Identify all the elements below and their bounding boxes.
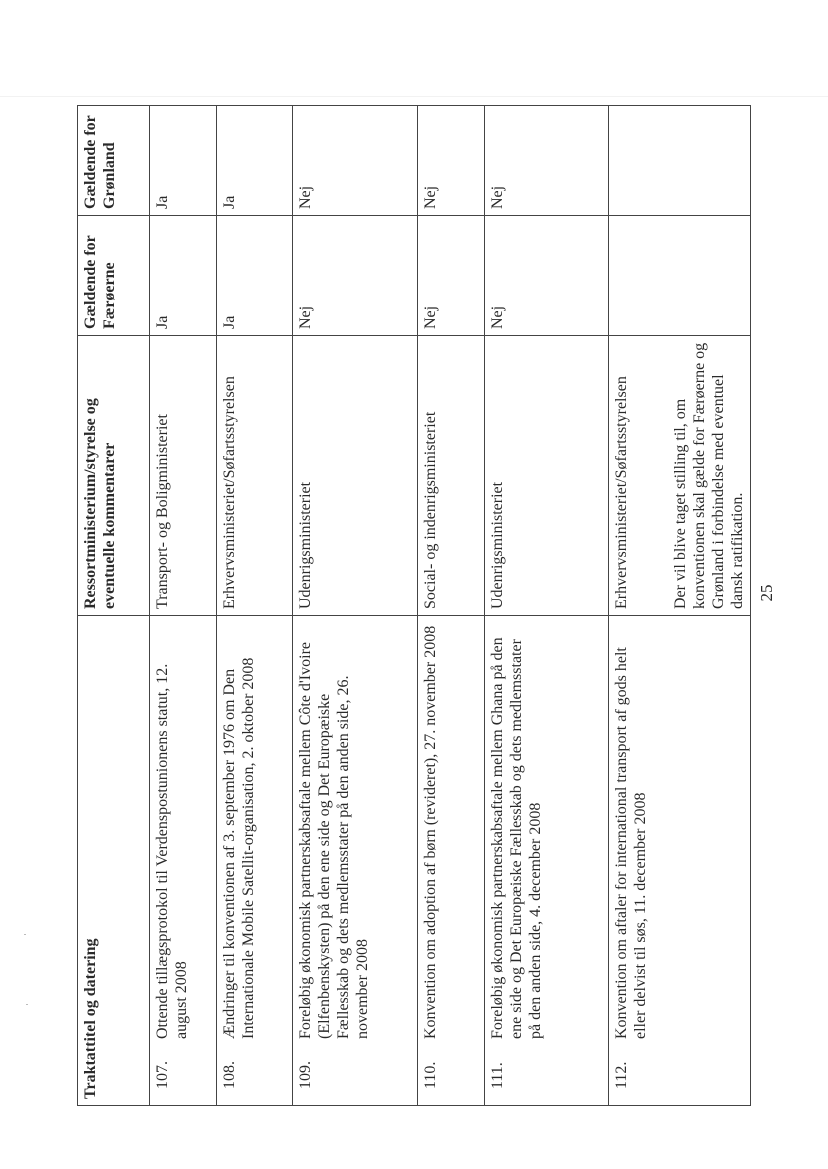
table-row xyxy=(150,106,217,1106)
faroe-cell: Nej xyxy=(293,216,418,336)
ministry-name: Erhvervsministeriet/Søfartsstyrelsen xyxy=(221,376,238,609)
treaty-title: Ottende tillægsprotokol til Verdenspostunionens statut, 12. august 2008 xyxy=(154,663,190,1039)
scan-artifact-line xyxy=(0,96,828,97)
treaty-title: Foreløbig økonomisk partnerskabsaftale mellem Côte d'Ivoire (Elfenbenskysten) på den ene side og Det Europæiske Fællesskab og dets medlemsstater på den anden side, 26. november 2008 xyxy=(297,641,371,1039)
greenland-cell: Nej xyxy=(418,106,485,216)
greenland-cell: Ja xyxy=(217,106,293,216)
treaty-cell xyxy=(485,616,609,1106)
ministry-cell xyxy=(418,336,485,616)
table-row xyxy=(293,106,418,1106)
header-greenland: Gældende for Grønland xyxy=(78,106,150,216)
treaty-cell xyxy=(217,616,293,1106)
greenland-cell xyxy=(609,106,751,216)
faroe-cell: Nej xyxy=(485,216,609,336)
faroe-cell: Nej xyxy=(418,216,485,336)
page-number xyxy=(757,583,777,603)
ministry-cell xyxy=(150,336,217,616)
greenland-cell: Nej xyxy=(485,106,609,216)
ministry-cell xyxy=(293,336,418,616)
row-number: 110. xyxy=(422,1061,439,1089)
treaty-cell xyxy=(418,616,485,1106)
treaty-table xyxy=(77,105,751,1106)
ministry-name: Social- og indenrigsministeriet xyxy=(422,411,439,609)
header-ministry: Ressortministerium/styrelse og eventuelle kommentarer xyxy=(78,336,150,616)
table-row xyxy=(217,106,293,1106)
ministry-name: Transport- og Boligministeriet xyxy=(154,414,171,609)
row-number: 107. xyxy=(154,1061,171,1089)
ministry-cell xyxy=(609,336,751,616)
row-number: 108. xyxy=(221,1061,238,1089)
faroe-cell: Ja xyxy=(217,216,293,336)
header-faroe: Gældende for Færøerne xyxy=(78,216,150,336)
treaty-title: Ændringer til konventionen af 3. september 1976 om Den Internationale Mobile Satellit-organisation, 2. oktober 2008 xyxy=(221,657,257,1039)
treaty-cell xyxy=(293,616,418,1106)
ministry-name: Udenrigsministeriet xyxy=(297,481,314,609)
table-row xyxy=(485,106,609,1106)
treaty-title: Konvention om adoption af børn (revideret), 27. november 2008 xyxy=(422,625,439,1039)
greenland-cell: Ja xyxy=(150,106,217,216)
ministry-comment: Der vil blive taget stilling til, om konventionen skal gælde for Færøerne og Grønland i forbindelse med eventuel dansk ratifikation. xyxy=(672,342,746,609)
row-number: 111. xyxy=(489,1062,506,1089)
table-row xyxy=(609,106,751,1106)
table-header-row xyxy=(78,106,150,1106)
header-title: Traktattitel og datering xyxy=(78,616,150,1106)
table-row xyxy=(418,106,485,1106)
rotated-table-container xyxy=(77,106,746,1106)
ministry-cell xyxy=(485,336,609,616)
treaty-title: Foreløbig økonomisk partnerskabsaftale mellem Ghana på den ene side og Det Europæiske Fællesskab og dets medlemsstater på den anden side, 4. december 2008 xyxy=(489,637,544,1039)
treaty-title: Konvention om aftaler for international transport af gods helt eller delvist til søs, 11. december 2008 xyxy=(613,647,649,1039)
treaty-cell xyxy=(609,616,751,1106)
scan-speck xyxy=(24,934,26,935)
ministry-name: Erhvervsministeriet/Søfartsstyrelsen xyxy=(613,376,630,609)
greenland-cell: Nej xyxy=(293,106,418,216)
treaty-cell xyxy=(150,616,217,1106)
faroe-cell: Ja xyxy=(150,216,217,336)
ministry-cell xyxy=(217,336,293,616)
scan-speck xyxy=(26,1004,28,1005)
faroe-cell xyxy=(609,216,751,336)
ministry-name: Udenrigsministeriet xyxy=(489,481,506,609)
page-number-text: 25 xyxy=(757,584,776,602)
row-number: 112. xyxy=(613,1061,630,1089)
row-number: 109. xyxy=(297,1061,314,1089)
